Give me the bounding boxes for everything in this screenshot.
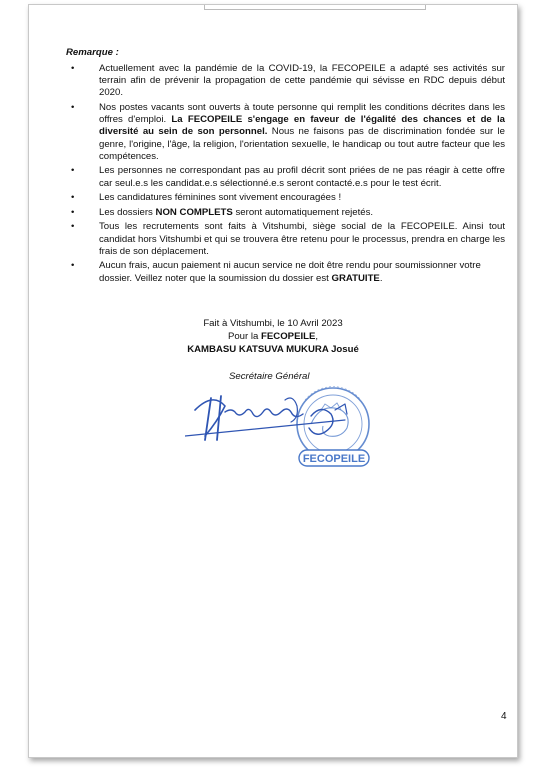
page-number: 4: [501, 711, 507, 722]
remark-text-bold: La FECOPEILE s'engage en faveur de l'égalité des chances et de la diversité au sein de son personnel.: [99, 114, 506, 138]
bullet-icon: •: [71, 260, 75, 272]
remark-text: Les dossiers: [99, 206, 156, 218]
for-prefix: Pour la: [227, 331, 262, 342]
remark-item: [71, 260, 505, 284]
signature-and-stamp: [185, 380, 405, 480]
for-organization: [29, 330, 517, 343]
remarks-list: [71, 63, 505, 287]
remarque-heading: Remarque :: [66, 47, 119, 58]
remark-item: [71, 221, 505, 258]
signatory-name: KAMBASU KATSUVA MUKURA Josué: [187, 344, 359, 355]
bullet-icon: •: [71, 206, 75, 218]
stamp-label: FECOPEILE: [302, 453, 366, 465]
place-date: Fait à Vitshumbi, le 10 Avril 2023: [203, 318, 343, 329]
for-suffix: ,: [315, 331, 319, 342]
bullet-icon: •: [71, 165, 75, 177]
remark-text: Tous les recrutements sont faits à Vitshumbi, siège social de la FECOPEILE. Ainsi tout candidat hors Vitshumbi et qui se trouvera être retenu pour le processus, prendra en charge les frais de son déplacement.: [99, 221, 505, 257]
closing-block: [29, 317, 517, 356]
remark-text-bold: GRATUITE: [331, 272, 380, 284]
previous-page-edge: [204, 5, 426, 10]
remark-text: seront automatiquement rejetés.: [232, 206, 374, 218]
organization-stamp: [297, 387, 369, 466]
remark-text: .: [379, 272, 383, 284]
remark-item: [71, 63, 505, 100]
organization-name: FECOPEILE: [261, 331, 316, 342]
remark-text-bold: NON COMPLETS: [155, 206, 233, 218]
bullet-icon: •: [71, 221, 75, 233]
remark-item: [71, 192, 505, 204]
remark-item: [71, 165, 505, 189]
remark-text: Les candidatures féminines sont vivement encouragées !: [99, 192, 342, 204]
remark-text: Nos postes vacants sont ouverts à toute personne qui remplit les conditions décrites dans les offres d'emploi.: [99, 102, 505, 126]
bullet-icon: •: [71, 102, 75, 113]
document-page: [28, 4, 518, 758]
remark-text: Aucun frais, aucun paiement ni aucun service ne doit être rendu pour soumissionner votre dossier. Veillez noter que la soumission du dossier est: [99, 260, 481, 284]
remark-text: Actuellement avec la pandémie de la COVID-19, la FECOPEILE a adapté ses activités sur terrain afin de prévenir la propagation de cette pandémie qui sévisse en RDC depuis début 2020.: [99, 63, 505, 99]
remark-item: [71, 207, 505, 219]
remark-item: [71, 102, 505, 163]
signatory-title: Secrétaire Général: [229, 371, 310, 382]
bullet-icon: •: [71, 192, 75, 204]
remark-text: Nous ne faisons pas de discrimination fondée sur le genre, l'origine, l'âge, la religion, l'orientation sexuelle, le handicap ou tout autre facteur que les compétences.: [99, 126, 505, 162]
bullet-icon: •: [71, 63, 75, 74]
handwritten-signature: [185, 396, 347, 440]
remark-text: Les personnes ne correspondant pas au profil décrit sont priées de ne pas réagir à cette offre car seul.e.s les candidat.e.s sélectionné.e.s seront contacté.e.s pour le test écrit.: [99, 165, 505, 189]
